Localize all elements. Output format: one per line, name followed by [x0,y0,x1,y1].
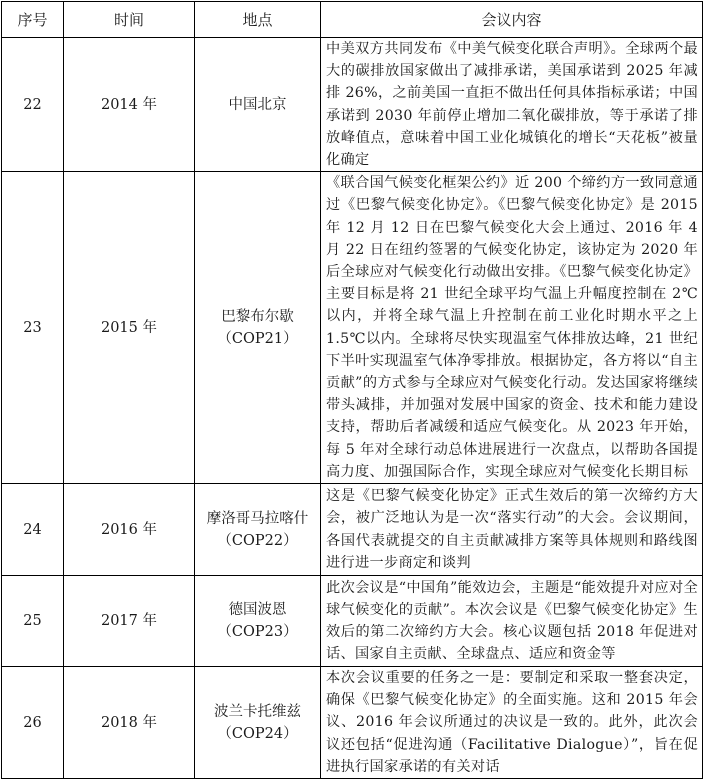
header-index: 序号 [2,2,64,38]
row-location: 中国北京 [195,38,321,172]
row-index: 25 [2,576,64,667]
row-content: 这是《巴黎气候变化协定》正式生效后的第一次缔约方大会，被广泛地认为是一次“落实行动”的大会。会议期间，各国代表就提交的自主贡献减排方案等具体规则和路线图进行进一步商定和谈判 [321,484,703,576]
row-year: 2017 年 [64,576,195,667]
row-index: 24 [2,484,64,576]
row-content: 此次会议是“中国角”能效边会，主题是“能效提升对应对全球气候变化的贡献”。本次会议是《巴黎气候变化协定》生效后的第二次缔约方大会。核心议题包括 2018 年促进对话、国家自主贡献、全球盘点、适应和资金等 [321,576,703,667]
header-content: 会议内容 [321,2,703,38]
row-index: 22 [2,38,64,172]
row-index: 26 [2,667,64,779]
row-year: 2018 年 [64,667,195,779]
row-content: 《联合国气候变化框架公约》近 200 个缔约方一致同意通过《巴黎气候变化协定》。《巴黎气候变化协定》是 2015 年 12 月 12 日在巴黎气候变化大会上通过、2016 年 4 月 22 日在纽约签署的气候变化协定，该协定为 2020 年后全球应对气候变化行动做出安排。《巴黎气候变化协定》主要目标是将 21 世纪全球平均气温上升幅度控制在 2℃以内，并将全球气温上升控制在前工业化时期水平之上 1.5℃以内。全球将尽快实现温室气体排放达峰，21 世纪下半叶实现温室气体净零排放。根据协定，各方将以“自主贡献”的方式参与全球应对气候变化行动。发达国家将继续带头减排，并加强对发展中国家的资金、技术和能力建设支持，帮助后者减缓和适应气候变化。从 2023 年开始，每 5 年对全球行动总体进展进行一次盘点，以帮助各国提高力度、加强国际合作，实现全球应对气候变化长期目标 [321,172,703,484]
table-row [2,172,703,484]
table-row [2,667,703,779]
row-year: 2014 年 [64,38,195,172]
table-row [2,576,703,667]
row-year: 2015 年 [64,172,195,484]
table-header-row [2,2,703,38]
header-location: 地点 [195,2,321,38]
table-row [2,38,703,172]
row-location: 巴黎布尔歇（COP21） [195,172,321,484]
row-index: 23 [2,172,64,484]
row-year: 2016 年 [64,484,195,576]
table-row [2,484,703,576]
row-location: 德国波恩（COP23） [195,576,321,667]
row-content: 本次会议重要的任务之一是：要制定和采取一整套决定，确保《巴黎气候变化协定》的全面实施。这和 2015 年会议、2016 年会议所通过的决议是一致的。此外，此次会议还包括“促进沟通（Facilitative Dialogue）”，旨在促进执行国家承诺的有关对话 [321,667,703,779]
row-location: 摩洛哥马拉喀什（COP22） [195,484,321,576]
climate-meetings-table [1,1,703,779]
header-time: 时间 [64,2,195,38]
row-location: 波兰卡托维兹（COP24） [195,667,321,779]
row-content: 中美双方共同发布《中美气候变化联合声明》。全球两个最大的碳排放国家做出了减排承诺，美国承诺到 2025 年减排 26%，之前美国一直拒不做出任何具体指标承诺；中国承诺到 2030 年前停止增加二氧化碳排放，等于承诺了排放峰值点，意味着中国工业化城镇化的增长“天花板”被量化确定 [321,38,703,172]
